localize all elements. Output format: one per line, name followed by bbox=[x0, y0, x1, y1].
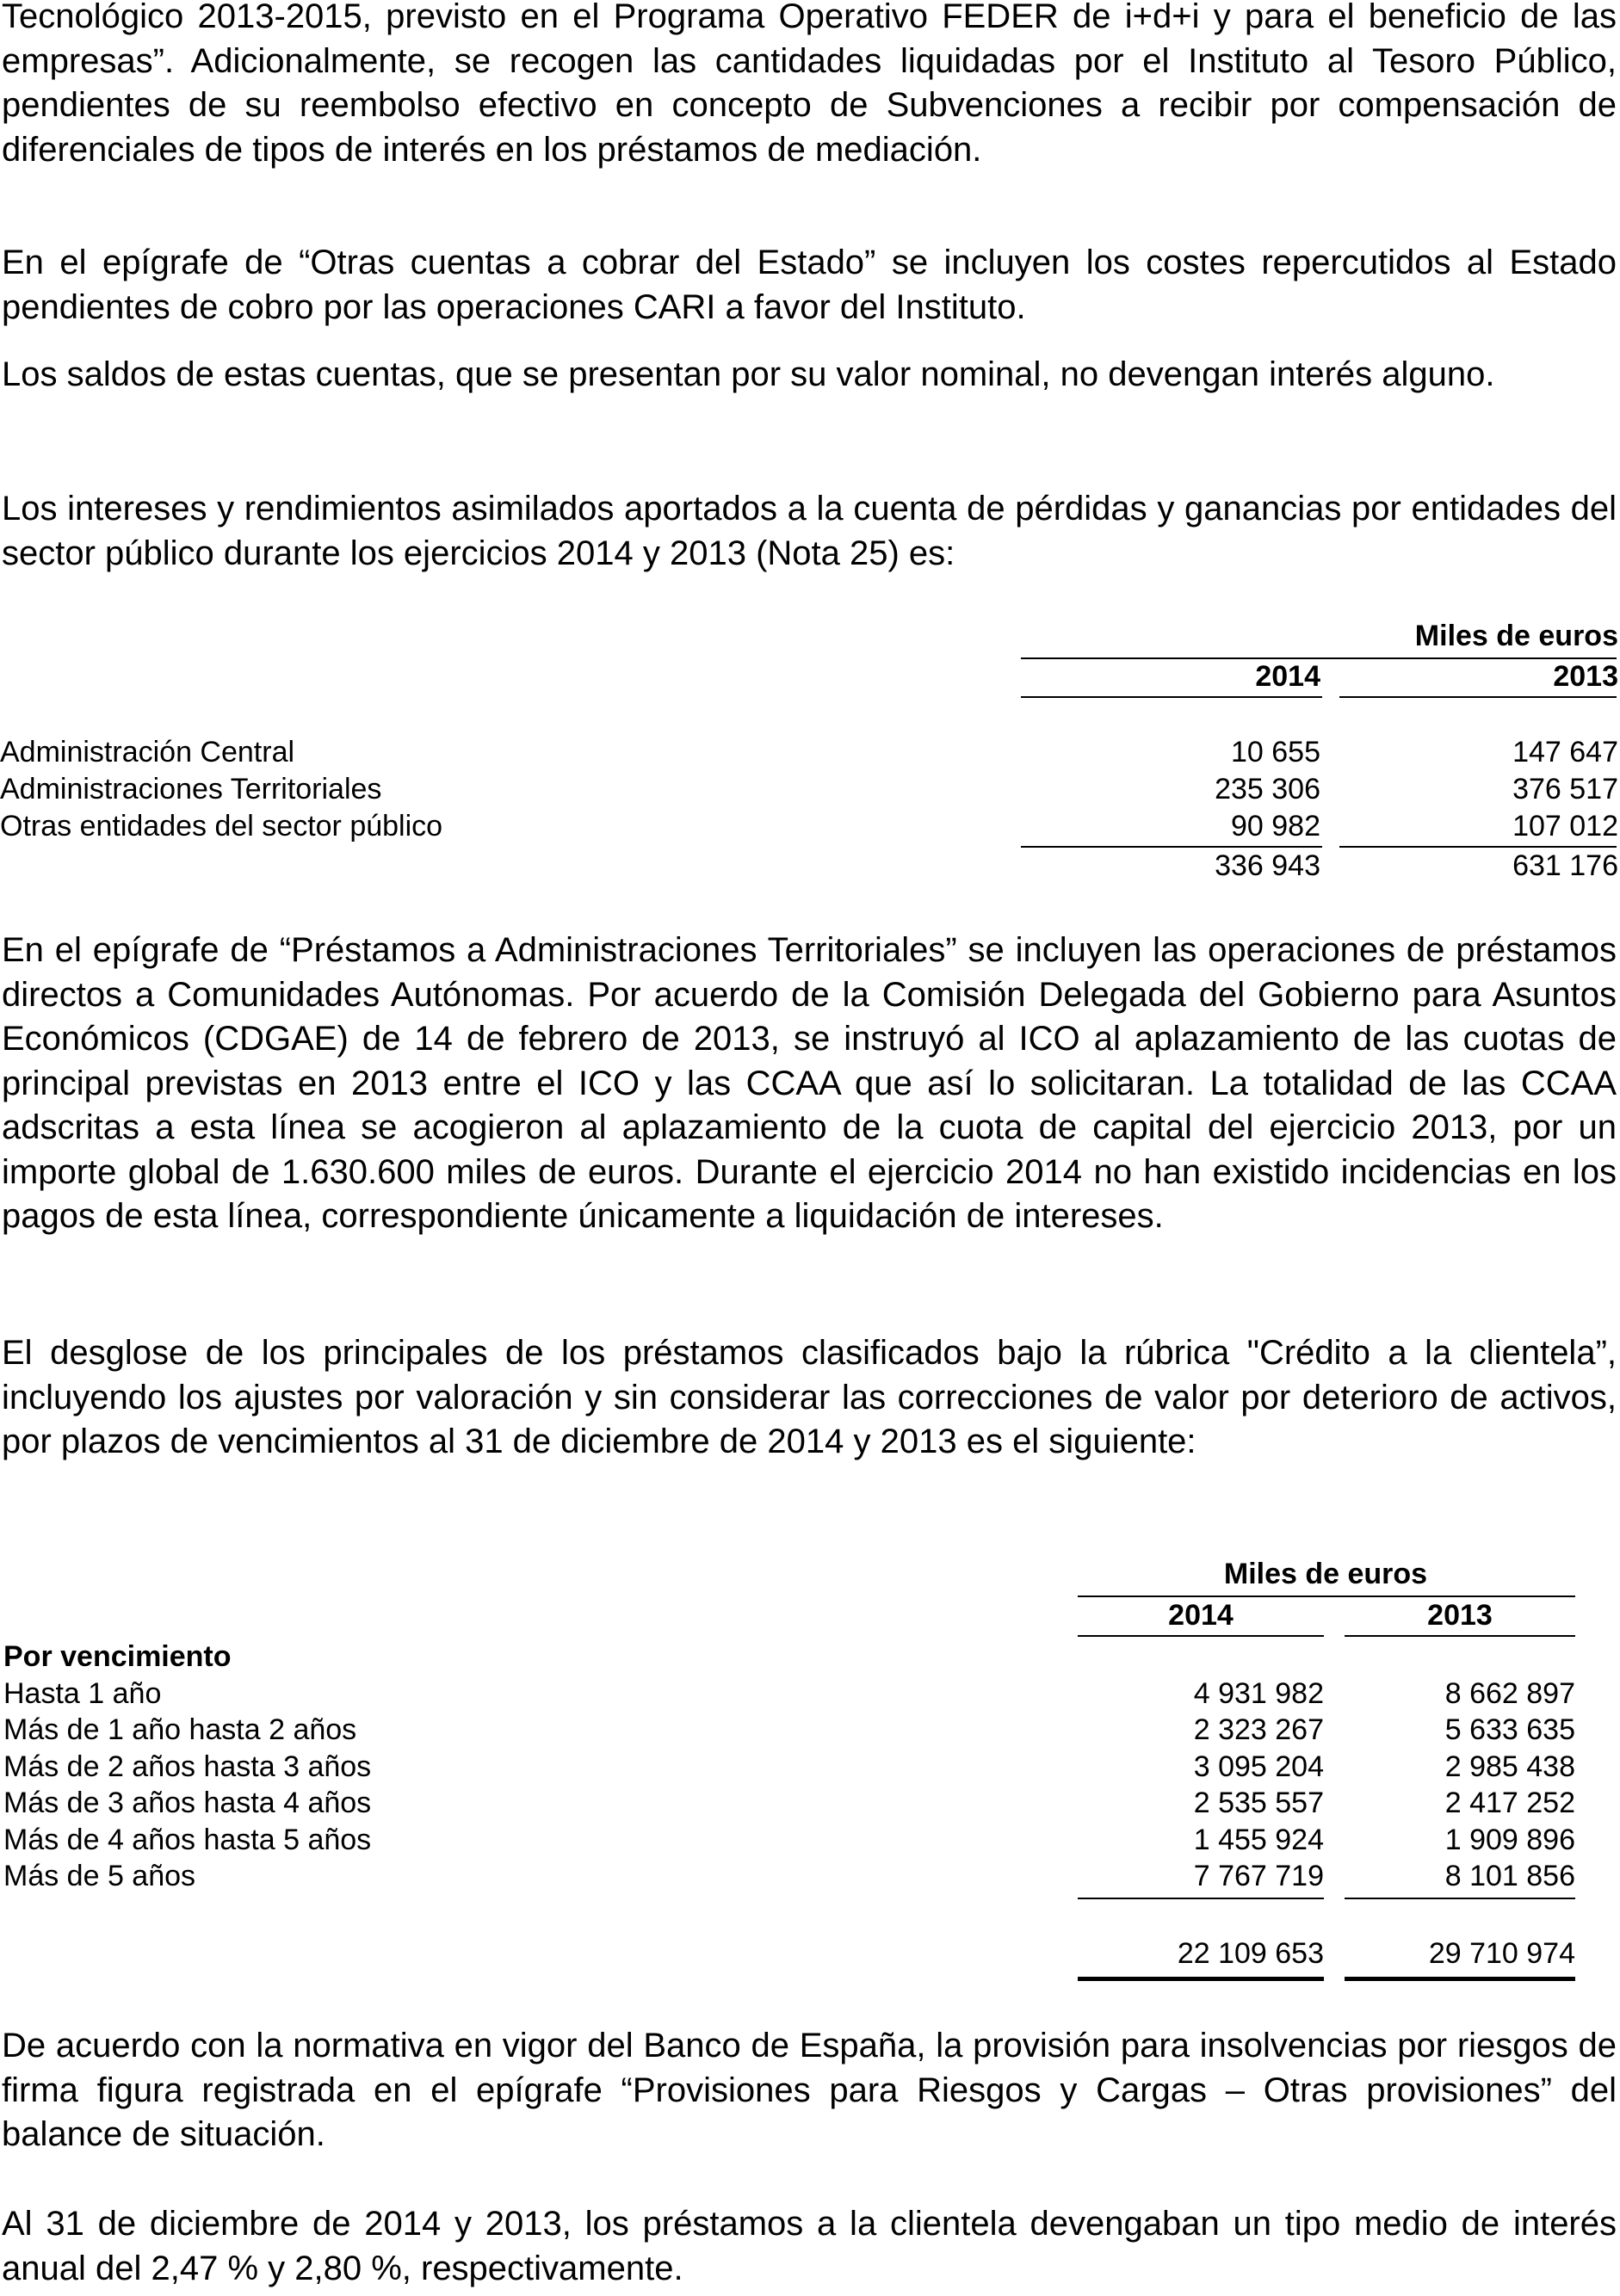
paragraph-tipo-medio: Al 31 de diciembre de 2014 y 2013, los préstamos a la clientela devengaban un tipo medio de interés anual del 2,47 % y 2,80 %, respectivamente. bbox=[2, 2205, 1617, 2287]
row-label: Hasta 1 año bbox=[3, 1677, 162, 1710]
table-rule bbox=[1078, 1635, 1324, 1637]
row-value-2013: 1 909 896 bbox=[1444, 1824, 1575, 1856]
table-rule bbox=[1021, 696, 1322, 698]
row-value-2014: 3 095 204 bbox=[1193, 1750, 1324, 1783]
paragraph-intereses: Los intereses y rendimientos asimilados aportados a la cuenta de pérdidas y ganancias por entidades del sector público durante los ejercicios 2014 y 2013 (Nota 25) es: bbox=[2, 490, 1617, 572]
column-header-2014: 2014 bbox=[1168, 1599, 1234, 1632]
total-2014: 336 943 bbox=[1215, 849, 1320, 882]
row-label: Más de 2 años hasta 3 años bbox=[3, 1750, 372, 1783]
row-value-2014: 4 931 982 bbox=[1193, 1677, 1324, 1710]
row-label: Administración Central bbox=[0, 736, 295, 768]
row-label: Más de 5 años bbox=[3, 1860, 196, 1892]
total-2014: 22 109 653 bbox=[1177, 1937, 1324, 1970]
row-value-2014: 235 306 bbox=[1215, 773, 1320, 805]
row-value-2014: 10 655 bbox=[1231, 736, 1320, 768]
paragraph-otras-cuentas: En el epígrafe de “Otras cuentas a cobrar del Estado” se incluyen los costes repercutidos al Estado pendientes de cobro por las operaciones CARI a favor del Instituto. bbox=[2, 244, 1617, 326]
row-value-2013: 2 417 252 bbox=[1444, 1787, 1575, 1819]
row-label: Otras entidades del sector público bbox=[0, 810, 443, 842]
table-rule bbox=[1345, 1898, 1575, 1899]
row-value-2013: 8 662 897 bbox=[1444, 1677, 1575, 1710]
paragraph-prestamos-administraciones: En el epígrafe de “Préstamos a Administraciones Territoriales” se incluyen las operaciones de préstamos directos a Comunidades Autónomas. Por acuerdo de la Comisión Delegada del Gobierno para Asuntos Económicos (CDGAE) de 14 de febrero de 2013, se instruyó al ICO al aplazamiento de las cuotas de principal previstas en 2013 entre el ICO y las CCAA que así lo solicitaran. La totalidad de las CCAA adscritas a esta línea se acogieron al aplazamiento de la cuota de capital del ejercicio 2013, por un importe global de 1.630.600 miles de euros. Durante el ejercicio 2014 no han existido incidencias en los pagos de esta línea, correspondiente únicamente a liquidación de intereses. bbox=[2, 931, 1617, 1235]
table-rule bbox=[1078, 1898, 1324, 1899]
row-value-2014: 2 535 557 bbox=[1193, 1787, 1324, 1819]
table-double-rule bbox=[1078, 1977, 1324, 1981]
row-label: Administraciones Territoriales bbox=[0, 773, 382, 805]
table-rule bbox=[1078, 1595, 1575, 1597]
column-header-2013: 2013 bbox=[1553, 660, 1618, 693]
paragraph-feder: Tecnológico 2013-2015, previsto en el Programa Operativo FEDER de i+d+i y para el beneficio de las empresas”. Adicionalmente, se recogen las cantidades liquidadas por el Instituto al Tesoro Público, pendientes de su reembolso efectivo en concepto de Subvenciones a recibir por compensación de diferenciales de tipos de interés en los préstamos de mediación. bbox=[2, 0, 1617, 169]
row-value-2013: 376 517 bbox=[1512, 773, 1618, 805]
paragraph-saldos: Los saldos de estas cuentas, que se presentan por su valor nominal, no devengan interés alguno. bbox=[2, 355, 1495, 393]
table-rule bbox=[1345, 1635, 1575, 1637]
table-rule bbox=[1021, 657, 1617, 659]
row-value-2013: 5 633 635 bbox=[1444, 1713, 1575, 1746]
paragraph-desglose: El desglose de los principales de los préstamos clasificados bajo la rúbrica "Crédito a la clientela”, incluyendo los ajustes por valoración y sin considerar las correcciones de valor por deterioro de activos, por plazos de vencimientos al 31 de diciembre de 2014 y 2013 es el siguiente: bbox=[2, 1334, 1617, 1460]
row-value-2013: 147 647 bbox=[1512, 736, 1618, 768]
row-label: Más de 3 años hasta 4 años bbox=[3, 1787, 372, 1819]
table-unit-label: Miles de euros bbox=[1223, 1558, 1428, 1590]
paragraph-provision: De acuerdo con la normativa en vigor del Banco de España, la provisión para insolvencias por riesgos de firma figura registrada en el epígrafe “Provisiones para Riesgos y Cargas – Otras provisiones” del balance de situación. bbox=[2, 2027, 1617, 2153]
column-header-2014: 2014 bbox=[1255, 660, 1320, 693]
row-value-2013: 2 985 438 bbox=[1444, 1750, 1575, 1783]
section-label: Por vencimiento bbox=[3, 1640, 232, 1673]
table-rule bbox=[1339, 696, 1617, 698]
row-label: Más de 4 años hasta 5 años bbox=[3, 1824, 372, 1856]
total-2013: 631 176 bbox=[1512, 849, 1618, 882]
total-2013: 29 710 974 bbox=[1428, 1937, 1575, 1970]
table-unit-label: Miles de euros bbox=[1414, 620, 1618, 652]
row-value-2014: 2 323 267 bbox=[1193, 1713, 1324, 1746]
row-value-2014: 90 982 bbox=[1231, 810, 1320, 842]
column-header-2013: 2013 bbox=[1427, 1599, 1493, 1632]
row-value-2014: 1 455 924 bbox=[1193, 1824, 1324, 1856]
row-label: Más de 1 año hasta 2 años bbox=[3, 1713, 357, 1746]
table-rule bbox=[1021, 846, 1322, 848]
row-value-2014: 7 767 719 bbox=[1193, 1860, 1324, 1892]
row-value-2013: 8 101 856 bbox=[1444, 1860, 1575, 1892]
row-value-2013: 107 012 bbox=[1512, 810, 1618, 842]
table-double-rule bbox=[1345, 1977, 1575, 1981]
table-rule bbox=[1339, 846, 1617, 848]
